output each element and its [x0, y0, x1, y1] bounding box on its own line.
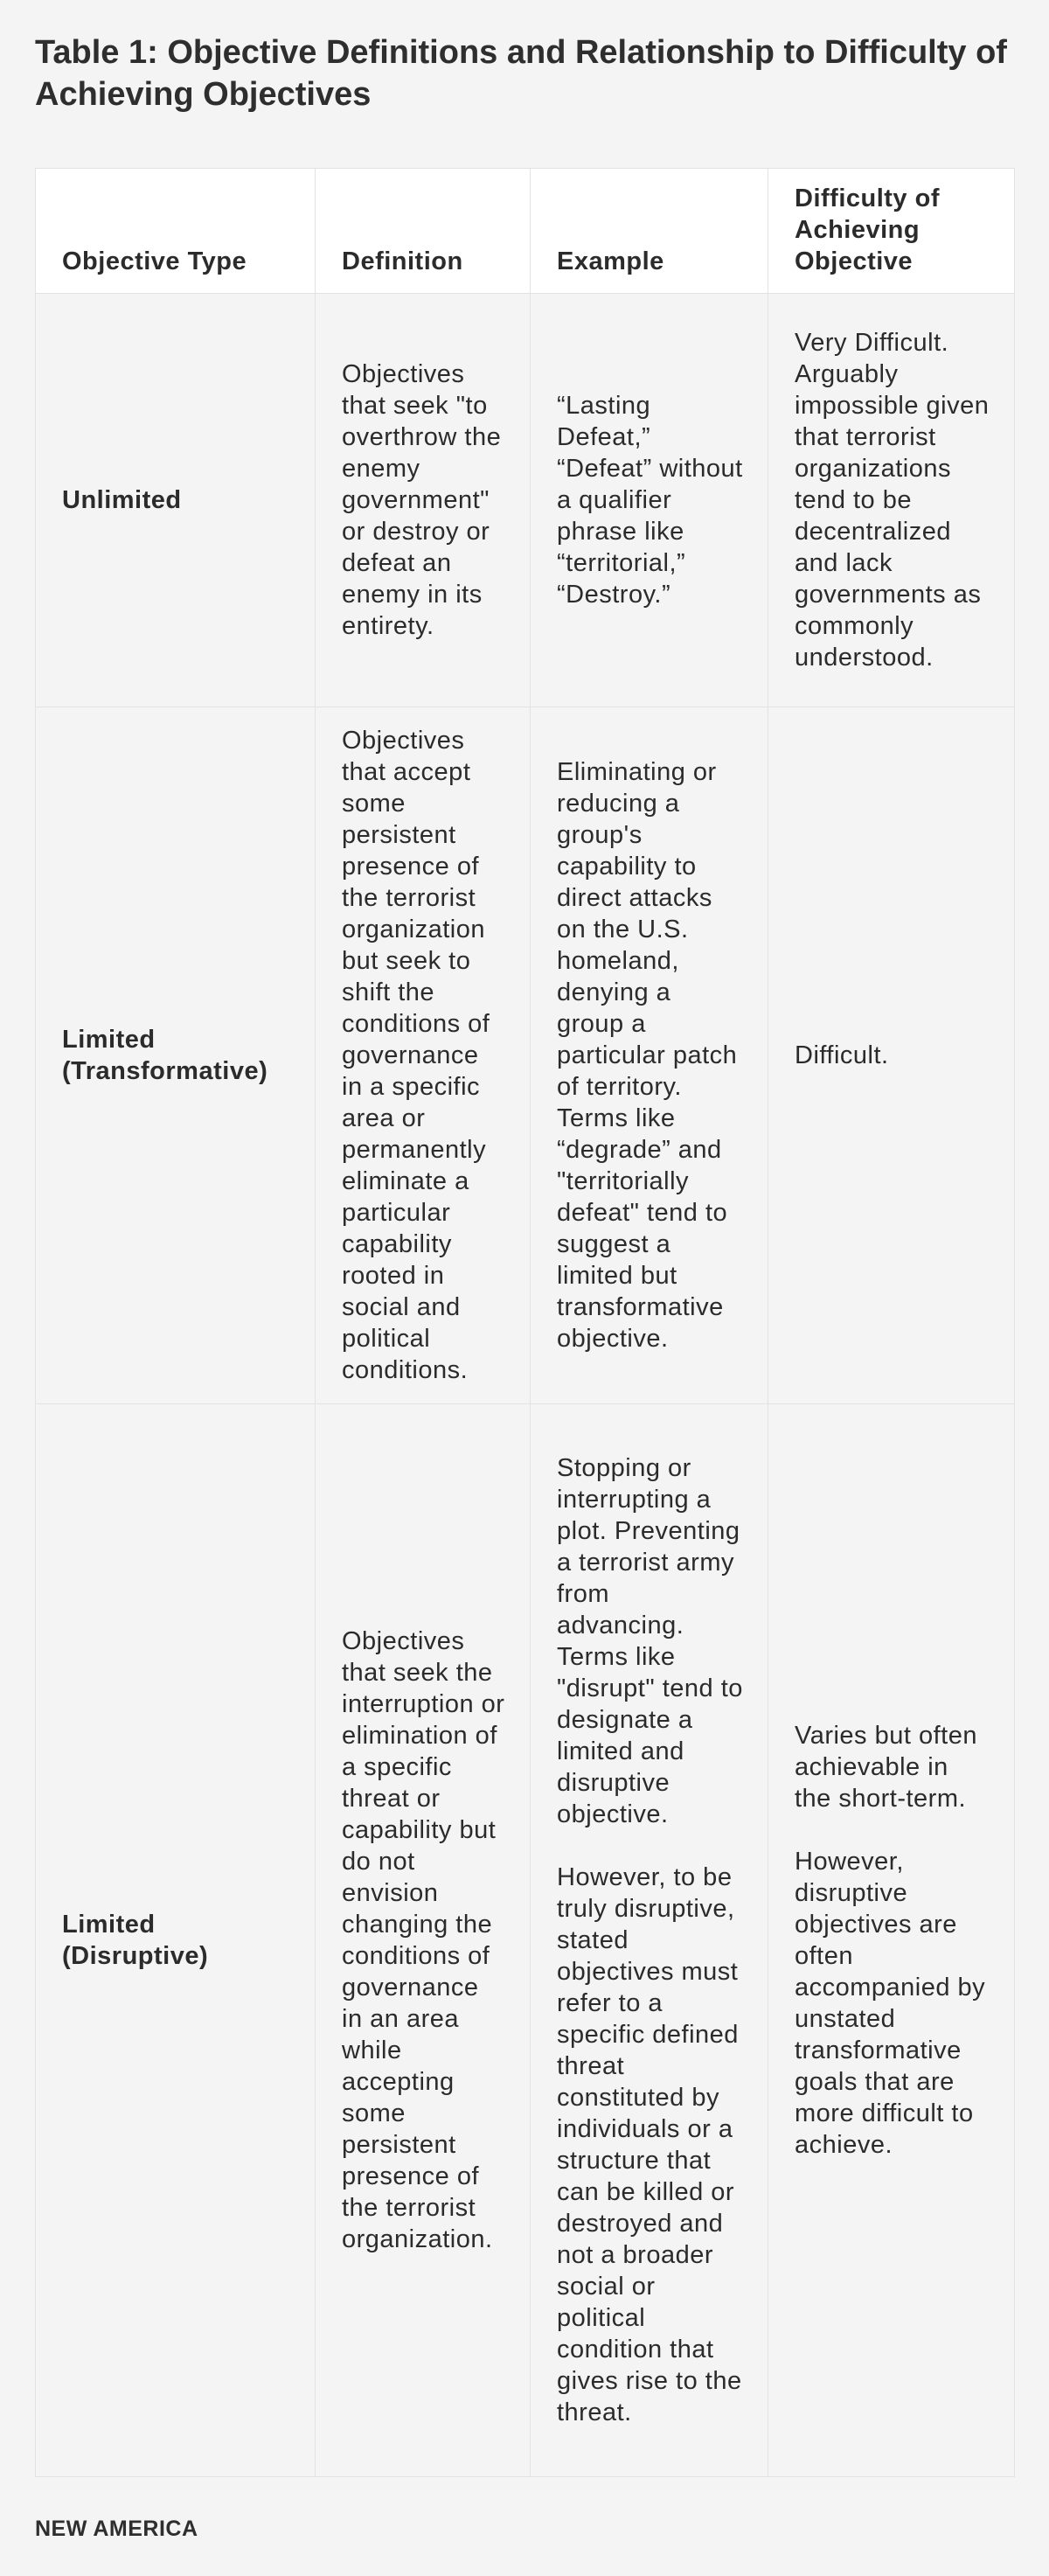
header-definition: Definition: [316, 169, 531, 294]
footer-logo-text: NEW AMERICA: [35, 2517, 198, 2541]
cell-example: Stopping or interrupting a plot. Preventing a terrorist army from advancing. Terms like "disrupt" tend to designate a limited and disruptive objective. However, to be truly disruptive, stated objectives must refer to a specific defined threat constituted by individuals or a structure that can be killed or destroyed and not a broader social or political condition that gives rise to the threat.: [531, 1404, 768, 2477]
cell-objective-type: Limited (Disruptive): [36, 1404, 316, 2477]
cell-difficulty: Varies but often achievable in the short-term. However, disruptive objectives are often accompanied by unstated transformative goals that are more difficult to achieve.: [768, 1404, 1015, 2477]
cell-difficulty: Very Difficult. Arguably impossible given that terrorist organizations tend to be decentralized and lack governments as commonly understood.: [768, 294, 1015, 707]
cell-example: “Lasting Defeat,” “Defeat” without a qualifier phrase like “territorial,” “Destroy.”: [531, 294, 768, 707]
header-objective-type: Objective Type: [36, 169, 316, 294]
objectives-table: [35, 168, 1015, 2477]
cell-objective-type: Unlimited: [36, 294, 316, 707]
header-example: Example: [531, 169, 768, 294]
objectives-table-container: [35, 168, 1014, 2477]
cell-definition: Objectives that accept some persistent presence of the terrorist organization but seek to shift the conditions of governance in a specific area or permanently eliminate a particular capability rooted in social and political conditions.: [316, 707, 531, 1404]
header-difficulty: Difficulty of Achieving Objective: [768, 169, 1015, 294]
cell-definition: Objectives that seek the interruption or elimination of a specific threat or capability but do not envision changing the conditions of governance in an area while accepting some persistent presence of the terrorist organization.: [316, 1404, 531, 2477]
table-row-unlimited: [36, 294, 1015, 707]
header-row: [36, 169, 1015, 294]
cell-difficulty: Difficult.: [768, 707, 1015, 1404]
table-header: [36, 169, 1015, 294]
table-body: [36, 294, 1015, 2477]
cell-example: Eliminating or reducing a group's capability to direct attacks on the U.S. homeland, denying a group a particular patch of territory. Terms like “degrade” and "territorially defeat" tend to suggest a limited but transformative objective.: [531, 707, 768, 1404]
page-title: Table 1: Objective Definitions and Relationship to Difficulty of Achieving Objectives: [35, 34, 1007, 113]
cell-definition: Objectives that seek "to overthrow the enemy government" or destroy or defeat an enemy in its entirety.: [316, 294, 531, 707]
table-row-limited-disruptive: [36, 1404, 1015, 2477]
table-row-limited-transformative: [36, 707, 1015, 1404]
cell-objective-type: Limited (Transformative): [36, 707, 316, 1404]
